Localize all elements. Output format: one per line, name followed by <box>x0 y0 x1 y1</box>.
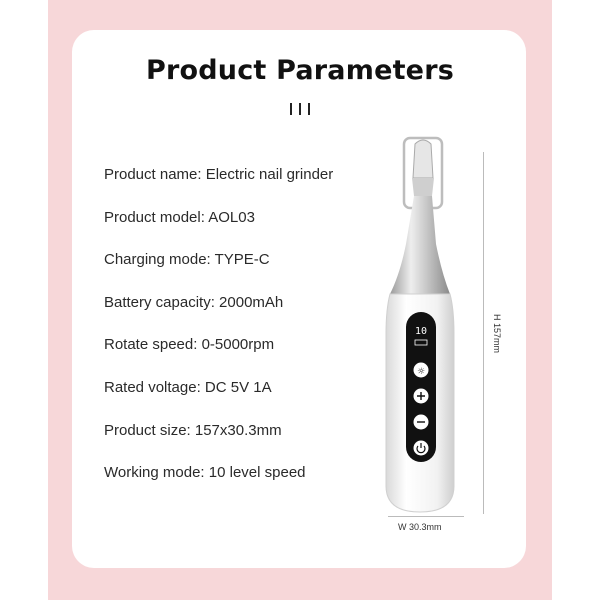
display-readout: 10 <box>414 326 428 337</box>
grinding-bit <box>413 140 433 178</box>
parameter-list <box>104 158 333 499</box>
param-rated-voltage: Rated voltage: DC 5V 1A <box>104 378 272 396</box>
param-charging-mode: Charging mode: TYPE-C <box>104 251 270 269</box>
height-dimension-line <box>483 152 484 514</box>
width-dimension-line <box>388 516 464 517</box>
param-product-model: Product model: AOL03 <box>104 208 255 226</box>
param-product-name: Product name: Electric nail grinder <box>104 166 334 183</box>
width-label: W 30.3mm <box>398 522 442 532</box>
param-working-mode: Working mode: 10 level speed <box>104 464 306 482</box>
bit-collar <box>412 178 434 196</box>
height-label: H 157mm <box>492 314 502 354</box>
svg-text:☼: ☼ <box>416 367 426 377</box>
param-product-size: Product size: 157x30.3mm <box>104 421 282 439</box>
nail-grinder-image <box>370 134 470 520</box>
param-rotate-speed: Rotate speed: 0-5000rpm <box>104 336 275 354</box>
width-dimension <box>388 510 464 540</box>
silver-neck <box>390 196 450 294</box>
title-divider-marks <box>288 103 312 117</box>
param-battery-capacity: Battery capacity: 2000mAh <box>104 293 284 311</box>
height-dimension <box>480 152 500 514</box>
page-title: Product Parameters <box>146 55 454 86</box>
